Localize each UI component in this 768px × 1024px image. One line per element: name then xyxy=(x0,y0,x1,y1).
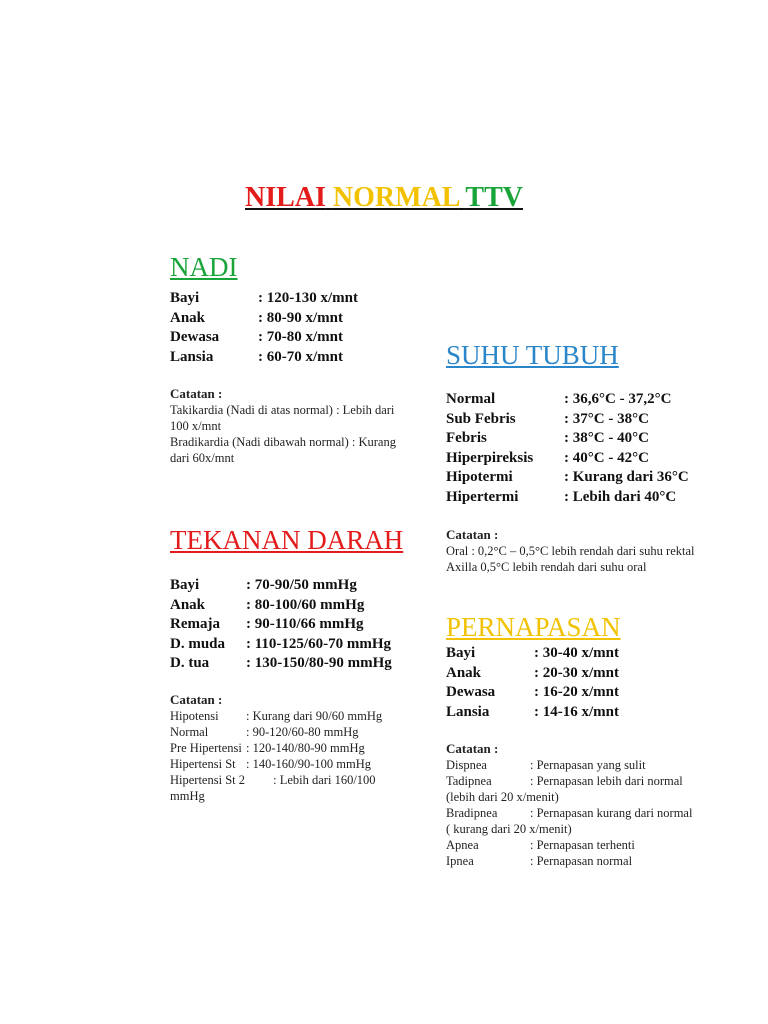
tekanan-label: D. muda xyxy=(170,635,226,652)
suhu-value: : 38°C - 40°C xyxy=(564,430,649,446)
suhu-label: Hipertermi xyxy=(446,488,519,505)
tekanan-note-label: Pre Hipertensi xyxy=(170,741,242,755)
tekanan-row xyxy=(170,596,392,616)
pernapasan-row xyxy=(446,644,619,664)
pernapasan-value: : 14-16 x/mnt xyxy=(534,703,619,720)
tekanan-label: Bayi xyxy=(170,577,200,593)
nadi-row xyxy=(170,289,358,309)
suhu-value: : Lebih dari 40°C xyxy=(564,488,677,505)
suhu-tubuh-heading: SUHU TUBUH xyxy=(446,340,619,370)
suhu-note-line: Oral : 0,2°C – 0,5°C lebih rendah dari suhu rektal xyxy=(446,544,695,558)
pernapasan-label: Dewasa xyxy=(446,684,496,700)
tekanan-darah-heading: TEKANAN DARAH xyxy=(170,525,404,555)
suhu-row xyxy=(446,429,689,449)
title-part-ttv: TTV xyxy=(465,182,523,213)
tekanan-value: : 110-125/60-70 mmHg xyxy=(246,635,391,652)
tekanan-note-value: : 140-160/90-100 mmHg xyxy=(246,757,371,771)
pernapasan-note-label: Bradipnea xyxy=(446,806,498,820)
pernapasan-row xyxy=(446,664,619,684)
pernapasan-value: : 30-40 x/mnt xyxy=(534,645,619,661)
tekanan-label: Remaja xyxy=(170,616,220,632)
tekanan-label: Anak xyxy=(170,596,206,613)
tekanan-darah-table xyxy=(170,576,392,674)
pernapasan-row xyxy=(446,683,619,703)
nadi-row xyxy=(170,328,358,348)
page-title xyxy=(0,182,768,214)
tekanan-value: : 90-110/66 mmHg xyxy=(246,616,364,632)
tekanan-row xyxy=(170,635,392,655)
nadi-note xyxy=(170,386,410,466)
nadi-note-line: Takikardia (Nadi di atas normal) : Lebih dari 100 x/mnt xyxy=(170,403,395,433)
tekanan-note-value: : 90-120/60-80 mmHg xyxy=(246,725,359,739)
suhu-tubuh-table xyxy=(446,390,689,507)
pernapasan-note-row xyxy=(446,853,696,869)
suhu-row xyxy=(446,488,689,508)
suhu-value: : Kurang dari 36°C xyxy=(564,469,689,485)
pernapasan-label: Lansia xyxy=(446,703,490,720)
tekanan-label: D. tua xyxy=(170,655,210,671)
pernapasan-note-value: : Pernapasan terhenti xyxy=(530,838,635,852)
pernapasan-note-label: Tadipnea xyxy=(446,774,492,788)
suhu-note-title: Catatan : xyxy=(446,527,499,542)
tekanan-note-title: Catatan : xyxy=(170,692,223,707)
pernapasan-note-row xyxy=(446,837,696,853)
tekanan-note-label: Normal xyxy=(170,725,209,739)
pernapasan-value: : 16-20 x/mnt xyxy=(534,684,619,700)
pernapasan-note-value: : Pernapasan yang sulit xyxy=(530,758,646,772)
tekanan-value: : 70-90/50 mmHg xyxy=(246,577,357,593)
tekanan-note-row xyxy=(170,708,410,724)
suhu-label: Hiperpireksis xyxy=(446,449,534,466)
pernapasan-note-value: : Pernapasan normal xyxy=(530,854,633,868)
suhu-tubuh-note xyxy=(446,527,696,575)
nadi-table xyxy=(170,289,358,367)
nadi-value: : 120-130 x/mnt xyxy=(258,290,358,306)
suhu-row xyxy=(446,390,689,410)
tekanan-value: : 80-100/60 mmHg xyxy=(246,596,365,613)
pernapasan-note-label: Ipnea xyxy=(446,854,474,868)
suhu-label: Febris xyxy=(446,430,487,446)
suhu-row xyxy=(446,410,689,430)
tekanan-value: : 130-150/80-90 mmHg xyxy=(246,655,392,671)
suhu-label: Hipotermi xyxy=(446,469,513,485)
pernapasan-table xyxy=(446,644,619,722)
suhu-label: Normal xyxy=(446,391,496,407)
tekanan-row xyxy=(170,615,392,635)
pernapasan-note-value: : Pernapasan lebih dari normal (lebih dari 20 x/menit) xyxy=(446,774,683,804)
title-part-nilai: NILAI xyxy=(245,182,326,213)
suhu-row xyxy=(446,468,689,488)
nadi-label: Bayi xyxy=(170,290,200,306)
nadi-heading: NADI xyxy=(170,252,238,282)
pernapasan-note-label: Apnea xyxy=(446,838,479,852)
tekanan-note-value: : Lebih dari 160/100 mmHg xyxy=(170,773,379,803)
pernapasan-heading: PERNAPASAN xyxy=(446,612,621,642)
tekanan-note-label: Hipertensi St xyxy=(170,757,236,771)
tekanan-note-label: Hipotensi xyxy=(170,709,219,723)
suhu-row xyxy=(446,449,689,469)
nadi-label: Lansia xyxy=(170,348,214,365)
suhu-value: : 37°C - 38°C xyxy=(564,410,649,427)
tekanan-note-row xyxy=(170,724,410,740)
nadi-row xyxy=(170,309,358,329)
nadi-note-line: Bradikardia (Nadi dibawah normal) : Kurang dari 60x/mnt xyxy=(170,435,396,465)
pernapasan-note xyxy=(446,741,696,869)
suhu-value: : 40°C - 42°C xyxy=(564,449,649,466)
title-part-normal: NORMAL xyxy=(332,182,459,213)
suhu-label: Sub Febris xyxy=(446,410,516,427)
pernapasan-row xyxy=(446,703,619,723)
nadi-label: Dewasa xyxy=(170,329,220,345)
suhu-value: : 36,6°C - 37,2°C xyxy=(564,391,672,407)
pernapasan-label: Bayi xyxy=(446,645,476,661)
tekanan-note-label: Hipertensi St 2 xyxy=(170,773,245,787)
tekanan-note-value: : Kurang dari 90/60 mmHg xyxy=(246,709,383,723)
pernapasan-note-row xyxy=(446,773,696,805)
tekanan-note-row xyxy=(170,756,410,772)
tekanan-note-row xyxy=(170,740,410,756)
nadi-value: : 60-70 x/mnt xyxy=(258,348,343,365)
pernapasan-note-row xyxy=(446,757,696,773)
nadi-row xyxy=(170,348,358,368)
pernapasan-note-label: Dispnea xyxy=(446,758,487,772)
nadi-note-title: Catatan : xyxy=(170,386,223,401)
suhu-note-line: Axilla 0,5°C lebih rendah dari suhu oral xyxy=(446,560,647,574)
tekanan-row xyxy=(170,576,392,596)
tekanan-darah-note xyxy=(170,692,410,804)
pernapasan-note-title: Catatan : xyxy=(446,741,499,756)
tekanan-row xyxy=(170,654,392,674)
pernapasan-note-value: : Pernapasan kurang dari normal ( kurang dari 20 x/menit) xyxy=(446,806,693,836)
nadi-value: : 70-80 x/mnt xyxy=(258,329,343,345)
pernapasan-note-row xyxy=(446,805,696,837)
nadi-value: : 80-90 x/mnt xyxy=(258,309,343,326)
pernapasan-value: : 20-30 x/mnt xyxy=(534,664,619,681)
tekanan-note-value: : 120-140/80-90 mmHg xyxy=(246,741,365,755)
nadi-label: Anak xyxy=(170,309,206,326)
pernapasan-label: Anak xyxy=(446,664,482,681)
tekanan-note-row xyxy=(170,772,410,804)
